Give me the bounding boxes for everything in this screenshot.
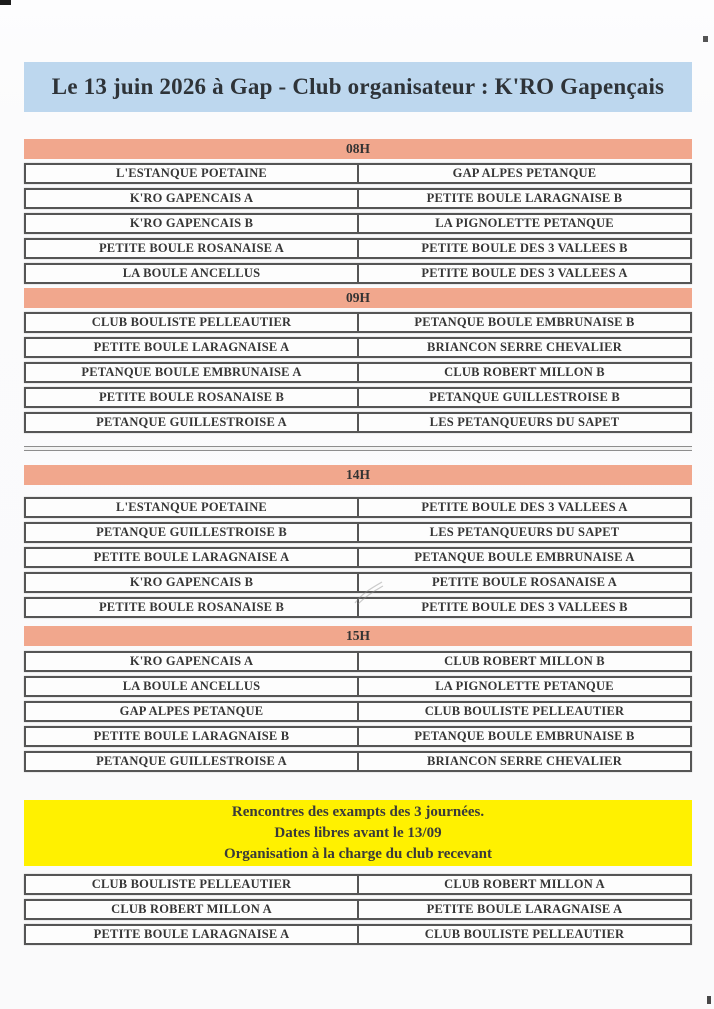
match-club-left: PETITE BOULE LARAGNAISE A — [26, 549, 359, 566]
match-row — [24, 238, 692, 259]
match-club-left: L'ESTANQUE POETAINE — [26, 165, 359, 182]
match-club-right: CLUB ROBERT MILLON A — [444, 877, 605, 891]
session-time-label-15h: 15H — [24, 626, 692, 646]
session-08h — [24, 139, 692, 284]
match-club-right: PETITE BOULE DES 3 VALLEES A — [421, 500, 628, 514]
match-row — [24, 751, 692, 772]
match-row — [24, 726, 692, 747]
match-row — [24, 412, 692, 433]
match-club-right: BRIANCON SERRE CHEVALIER — [427, 754, 622, 768]
match-club-left: CLUB ROBERT MILLON A — [26, 901, 359, 918]
session-15h — [24, 626, 692, 772]
match-row — [24, 547, 692, 568]
match-club-left: PETITE BOULE ROSANAISE A — [26, 240, 359, 257]
session-time-label-14h: 14H — [24, 465, 692, 485]
match-club-left: K'RO GAPENCAIS B — [26, 215, 359, 232]
match-row — [24, 312, 692, 333]
match-club-left: PETITE BOULE LARAGNAISE B — [26, 728, 359, 745]
notice-line: Organisation à la charge du club recevant — [223, 845, 493, 862]
section-separator-line — [24, 446, 692, 451]
match-row — [24, 163, 692, 184]
match-club-right: CLUB BOULISTE PELLEAUTIER — [424, 927, 625, 941]
match-row — [24, 874, 692, 895]
session-14h — [24, 465, 692, 618]
match-club-right: LES PETANQUEURS DU SAPET — [429, 415, 620, 429]
match-row — [24, 676, 692, 697]
match-row — [24, 213, 692, 234]
match-club-left: L'ESTANQUE POETAINE — [26, 499, 359, 516]
match-club-right: PETITE BOULE DES 3 VALLEES B — [421, 241, 628, 255]
notice-line: Rencontres des exampts des 3 journées. — [231, 803, 485, 820]
match-club-right: LES PETANQUEURS DU SAPET — [429, 525, 620, 539]
match-club-right: PETITE BOULE LARAGNAISE B — [426, 191, 623, 205]
match-club-right: PETANQUE BOULE EMBRUNAISE B — [414, 729, 635, 743]
match-club-left: PETANQUE GUILLESTROISE A — [26, 753, 359, 770]
match-club-left: LA BOULE ANCELLUS — [26, 265, 359, 282]
match-club-right: CLUB BOULISTE PELLEAUTIER — [424, 704, 625, 718]
match-club-right: CLUB ROBERT MILLON B — [444, 365, 605, 379]
match-row — [24, 651, 692, 672]
match-club-left: PETANQUE BOULE EMBRUNAISE A — [26, 364, 359, 381]
match-club-left: LA BOULE ANCELLUS — [26, 678, 359, 695]
exempt-matches — [24, 874, 692, 945]
match-club-left: CLUB BOULISTE PELLEAUTIER — [26, 876, 359, 893]
match-row — [24, 924, 692, 945]
match-club-right: PETANQUE BOULE EMBRUNAISE A — [414, 550, 635, 564]
match-club-left: PETITE BOULE LARAGNAISE A — [26, 926, 359, 943]
match-club-left: PETANQUE GUILLESTROISE A — [26, 414, 359, 431]
notice-line: Dates libres avant le 13/09 — [274, 824, 442, 841]
match-row — [24, 497, 692, 518]
match-row — [24, 899, 692, 920]
match-club-left: K'RO GAPENCAIS A — [26, 653, 359, 670]
match-row — [24, 362, 692, 383]
match-club-right: PETANQUE BOULE EMBRUNAISE B — [414, 315, 635, 329]
match-club-right: PETITE BOULE ROSANAISE A — [431, 575, 618, 589]
match-club-left: PETITE BOULE ROSANAISE B — [26, 599, 359, 616]
match-row — [24, 572, 692, 593]
match-club-left: PETITE BOULE ROSANAISE B — [26, 389, 359, 406]
session-time-label-09h: 09H — [24, 288, 692, 308]
match-row — [24, 387, 692, 408]
match-club-left: PETITE BOULE LARAGNAISE A — [26, 339, 359, 356]
page-title: Le 13 juin 2026 à Gap - Club organisateur : K'RO Gapençais — [24, 62, 692, 112]
page-content — [0, 62, 714, 945]
match-row — [24, 701, 692, 722]
match-club-right: PETITE BOULE DES 3 VALLEES B — [421, 600, 628, 614]
exempt-notice — [24, 800, 692, 866]
match-club-right: BRIANCON SERRE CHEVALIER — [427, 340, 622, 354]
match-row — [24, 263, 692, 284]
match-row — [24, 597, 692, 618]
scan-artifact — [707, 996, 711, 1004]
match-club-right: LA PIGNOLETTE PETANQUE — [435, 216, 614, 230]
session-09h — [24, 288, 692, 433]
match-row — [24, 522, 692, 543]
match-club-left: PETANQUE GUILLESTROISE B — [26, 524, 359, 541]
match-club-right: PETITE BOULE LARAGNAISE A — [426, 902, 623, 916]
match-club-left: GAP ALPES PETANQUE — [26, 703, 359, 720]
match-club-right: GAP ALPES PETANQUE — [452, 166, 597, 180]
match-row — [24, 188, 692, 209]
match-club-left: K'RO GAPENCAIS B — [26, 574, 359, 591]
match-club-left: K'RO GAPENCAIS A — [26, 190, 359, 207]
session-time-label-08h: 08H — [24, 139, 692, 159]
match-club-right: PETANQUE GUILLESTROISE B — [429, 390, 620, 404]
match-row — [24, 337, 692, 358]
scan-artifact — [703, 36, 708, 42]
match-club-right: CLUB ROBERT MILLON B — [444, 654, 605, 668]
match-club-right: LA PIGNOLETTE PETANQUE — [435, 679, 614, 693]
match-club-left: CLUB BOULISTE PELLEAUTIER — [26, 314, 359, 331]
scan-artifact — [0, 0, 11, 5]
match-club-right: PETITE BOULE DES 3 VALLEES A — [421, 266, 628, 280]
